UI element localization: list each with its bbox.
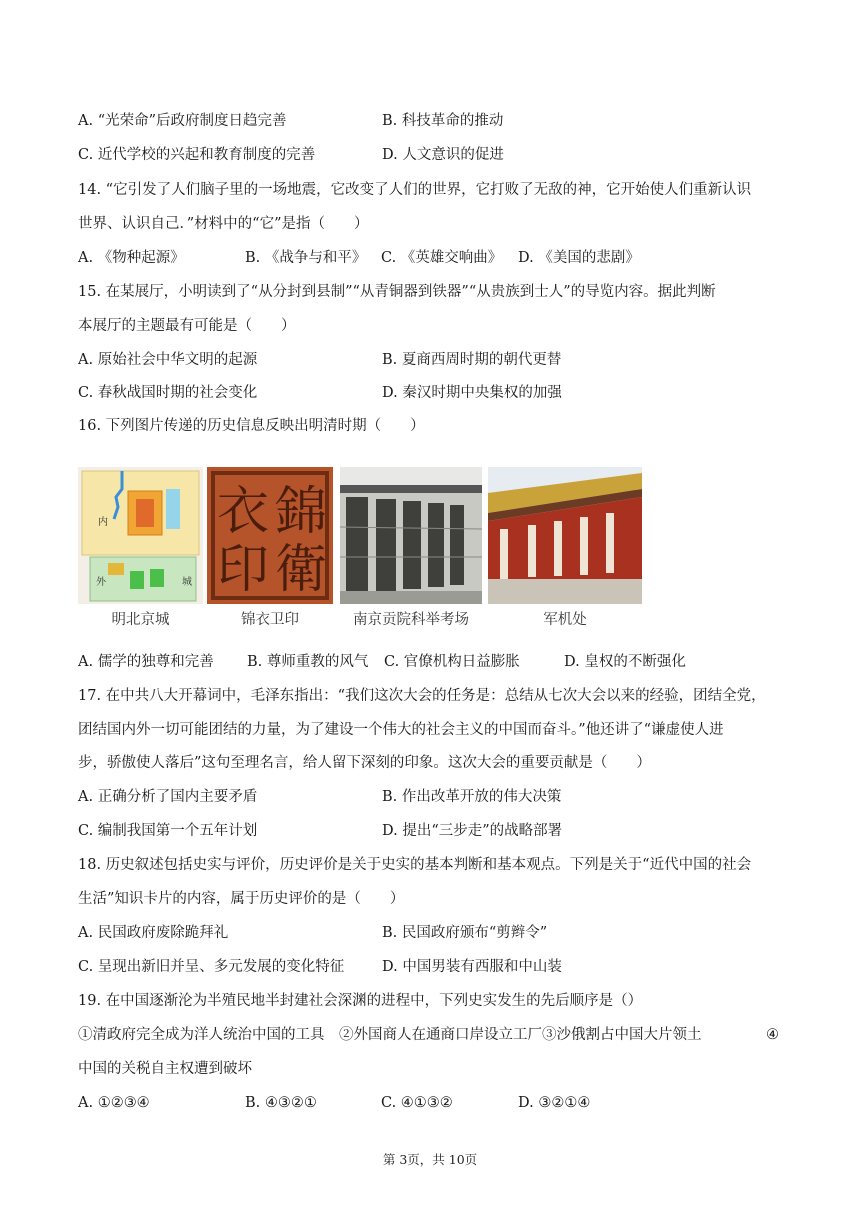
q19-stem-line3: 中国的关税自主权遭到破坏	[78, 1061, 252, 1077]
q13-option-d: D. 人文意识的促进	[382, 147, 504, 163]
q15-option-c: C. 春秋战国时期的社会变化	[78, 385, 258, 401]
q15-option-a: A. 原始社会中华文明的起源	[78, 352, 258, 368]
q18-stem-line1: 18. 历史叙述包括史实与评价，历史评价是关于史实的基本判断和基本观点。下列是关于“近代中国的社会	[78, 857, 752, 873]
q15-option-d: D. 秦汉时期中央集权的加强	[382, 385, 562, 401]
q18-option-b: B. 民国政府颁布“剪辫令”	[382, 925, 548, 941]
q14-option-d: D. 《美国的悲剧》	[518, 250, 640, 266]
q19-option-b: B. ④③②①	[245, 1095, 317, 1111]
q19-stem-line2: ①清政府完全成为洋人统治中国的工具 ②外国商人在通商口岸设立工厂③沙俄割占中国大片领土	[78, 1027, 702, 1043]
q14-option-c: C. 《英雄交响曲》	[381, 250, 503, 266]
q19-option-c: C. ④①③②	[381, 1095, 453, 1111]
q14-option-b: B. 《战争与和平》	[245, 250, 367, 266]
seal-char-4: 印	[217, 540, 270, 600]
beijing-city-map-image	[78, 467, 203, 604]
q18-option-c: C. 呈现出新旧并呈、多元发展的变化特征	[78, 959, 345, 975]
q16-picture-strip	[78, 467, 644, 637]
q15-stem-line1: 15. 在某展厅，小明读到了“从分封到县制”“从青铜器到铁器”“从贵族到士人”的导览内容。据此判断	[78, 284, 716, 300]
q17-stem-line3: 步，骄傲使人落后”这句至理名言，给人留下深刻的印象。这次大会的重要贡献是（ ）	[78, 755, 651, 771]
q18-option-d: D. 中国男装有西服和中山装	[382, 959, 562, 975]
q19-option-d: D. ③②①④	[518, 1095, 591, 1111]
q18-stem-line2: 生活”知识卡片的内容，属于历史评价的是（ ）	[78, 891, 405, 907]
jinyiwei-seal-image	[207, 467, 333, 604]
q15-option-b: B. 夏商西周时期的朝代更替	[382, 352, 562, 368]
map-label-inner: 内	[98, 517, 108, 528]
q17-option-c: C. 编制我国第一个五年计划	[78, 823, 258, 839]
q17-stem-line1: 17. 在中共八大开幕词中，毛泽东指出：“我们这次大会的任务是：总结从七次大会以来的经验，团结全党，	[78, 688, 766, 704]
q19-stem-line1: 19. 在中国逐渐沦为半殖民地半封建社会深渊的进程中，下列史实发生的先后顺序是（）	[78, 993, 643, 1009]
q13-option-c: C. 近代学校的兴起和教育制度的完善	[78, 147, 316, 163]
q13-option-b: B. 科技革命的推动	[382, 113, 504, 129]
q17-option-d: D. 提出“三步走”的战略部署	[382, 823, 563, 839]
q19-option-a: A. ①②③④	[78, 1095, 150, 1111]
caption-jinyiwei-seal: 锦衣卫印	[241, 612, 299, 628]
q17-option-a: A. 正确分析了国内主要矛盾	[78, 789, 258, 805]
map-label-city: 城	[182, 577, 192, 588]
grand-council-image	[488, 467, 642, 604]
caption-beijing-map: 明北京城	[111, 612, 170, 628]
q17-option-b: B. 作出改革开放的伟大决策	[382, 789, 562, 805]
q16-stem-line1: 16. 下列图片传递的历史信息反映出明清时期（ ）	[78, 418, 425, 434]
seal-char-3: 衛	[275, 540, 328, 600]
map-label-outer: 外	[96, 577, 106, 588]
q13-option-a: A. “光荣命”后政府制度日趋完善	[78, 113, 287, 129]
seal-char-2: 衣	[217, 482, 270, 542]
q15-stem-line2: 本展厅的主题最有可能是（ ）	[78, 318, 296, 334]
q16-option-c: C. 官僚机构日益膨胀	[384, 654, 520, 670]
q16-option-a: A. 儒学的独尊和完善	[78, 654, 214, 670]
q18-option-a: A. 民国政府废除跪拜礼	[78, 925, 229, 941]
page-footer: 第 3页，共 10页	[382, 1152, 478, 1167]
caption-grand-council: 军机处	[543, 612, 587, 628]
caption-exam-hall: 南京贡院科举考场	[353, 612, 469, 628]
q16-option-b: B. 尊师重教的风气	[247, 654, 369, 670]
nanjing-exam-cells-image	[340, 467, 482, 604]
seal-char-1: 錦	[275, 482, 328, 542]
q14-stem-line2: 世界、认识自己．”材料中的“它”是指（ ）	[78, 216, 369, 232]
q19-stem-line2-item4: ④	[766, 1027, 779, 1043]
q14-option-a: A. 《物种起源》	[78, 250, 185, 266]
q17-stem-line2: 团结国内外一切可能团结的力量，为了建设一个伟大的社会主义的中国而奋斗。”他还讲了“谦虚使人进	[78, 722, 724, 738]
q14-stem-line1: 14. “它引发了人们脑子里的一场地震，它改变了人们的世界，它打败了无敌的神，它开始使人们重新认识	[78, 182, 752, 198]
q16-option-d: D. 皇权的不断强化	[564, 654, 686, 670]
